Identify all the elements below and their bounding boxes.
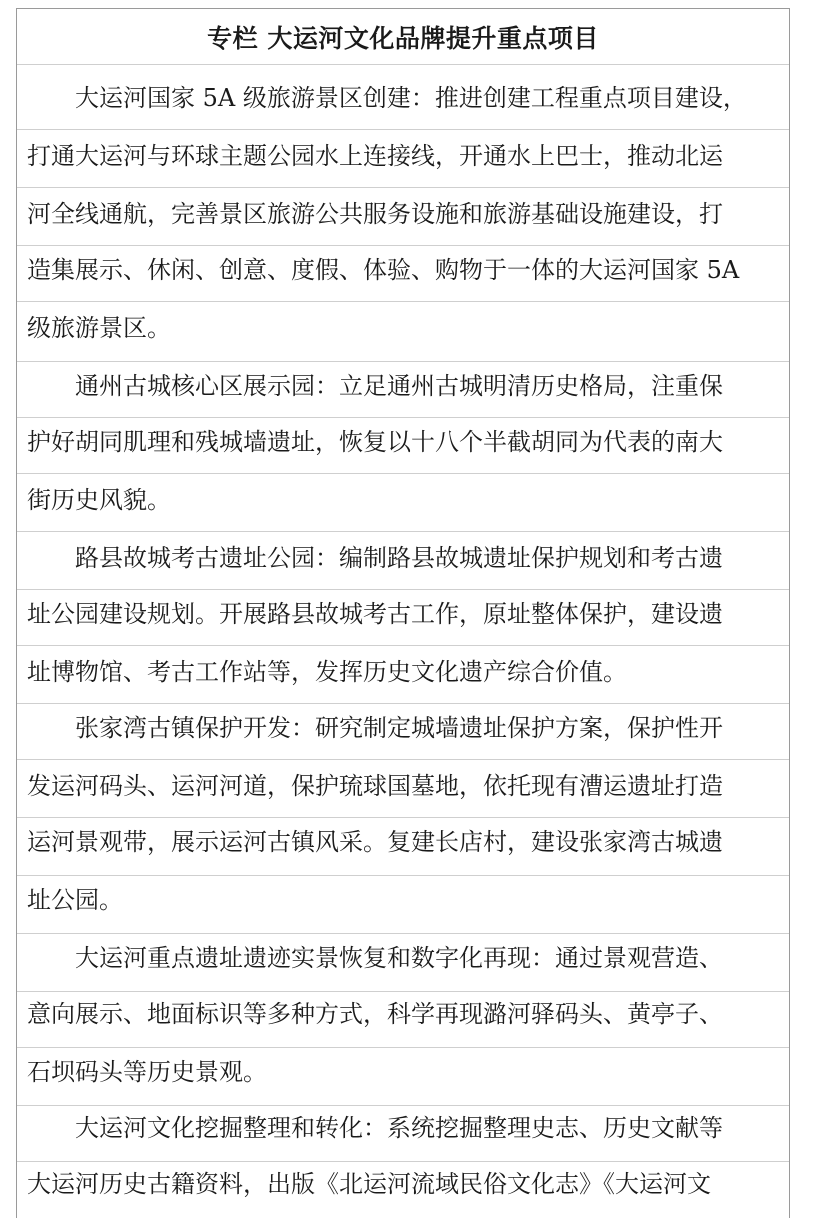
line-divider <box>17 933 789 934</box>
paragraph-line: 石坝码头等历史景观。 <box>27 1058 267 1086</box>
paragraph-line: 运河景观带，展示运河古镇风采。复建长店村，建设张家湾古城遗 <box>27 828 723 856</box>
column-title: 专栏 大运河文化品牌提升重点项目 <box>207 24 599 53</box>
line-divider <box>17 417 789 418</box>
paragraph-line: 河全线通航，完善景区旅游公共服务设施和旅游基础设施建设，打 <box>27 200 723 228</box>
paragraph-line: 护好胡同肌理和残城墙遗址，恢复以十八个半截胡同为代表的南大 <box>27 428 723 456</box>
line-divider <box>17 473 789 474</box>
line-divider <box>17 187 789 188</box>
paragraph-line: 造集展示、休闲、创意、度假、体验、购物于一体的大运河国家 5A <box>27 256 740 284</box>
paragraph-line: 址公园建设规划。开展路县故城考古工作，原址整体保护，建设遗 <box>27 600 723 628</box>
line-divider <box>17 991 789 992</box>
paragraph-line: 址博物馆、考古工作站等，发挥历史文化遗产综合价值。 <box>27 658 627 686</box>
paragraph-line: 大运河历史古籍资料，出版《北运河流域民俗文化志》《大运河文 <box>27 1170 711 1198</box>
line-divider <box>17 1105 789 1106</box>
title-divider <box>17 64 789 65</box>
line-divider <box>17 589 789 590</box>
line-divider <box>17 129 789 130</box>
paragraph-line: 路县故城考古遗址公园：编制路县故城遗址保护规划和考古遗 <box>75 544 723 572</box>
paragraph-line: 大运河国家 5A 级旅游景区创建：推进创建工程重点项目建设， <box>75 84 747 112</box>
line-divider <box>17 875 789 876</box>
paragraph-line: 意向展示、地面标识等多种方式，科学再现潞河驿码头、黄亭子、 <box>27 1000 723 1028</box>
paragraph-line: 发运河码头、运河河道，保护琉球国墓地，依托现有漕运遗址打造 <box>27 772 723 800</box>
line-divider <box>17 645 789 646</box>
paragraph-line: 街历史风貌。 <box>27 486 171 514</box>
line-divider <box>17 1047 789 1048</box>
paragraph-line: 张家湾古镇保护开发：研究制定城墙遗址保护方案，保护性开 <box>75 714 723 742</box>
project-column-panel <box>16 8 790 1218</box>
line-divider <box>17 361 789 362</box>
paragraph-line: 址公园。 <box>27 886 123 914</box>
line-divider <box>17 245 789 246</box>
paragraph-line: 大运河重点遗址遗迹实景恢复和数字化再现：通过景观营造、 <box>75 944 723 972</box>
paragraph-line: 大运河文化挖掘整理和转化：系统挖掘整理史志、历史文献等 <box>75 1114 723 1142</box>
line-divider <box>17 817 789 818</box>
paragraph-line: 级旅游景区。 <box>27 314 171 342</box>
paragraph-line: 打通大运河与环球主题公园水上连接线，开通水上巴士，推动北运 <box>27 142 723 170</box>
line-divider <box>17 759 789 760</box>
paragraph-line: 通州古城核心区展示园：立足通州古城明清历史格局，注重保 <box>75 372 723 400</box>
line-divider <box>17 703 789 704</box>
line-divider <box>17 1161 789 1162</box>
line-divider <box>17 301 789 302</box>
line-divider <box>17 531 789 532</box>
